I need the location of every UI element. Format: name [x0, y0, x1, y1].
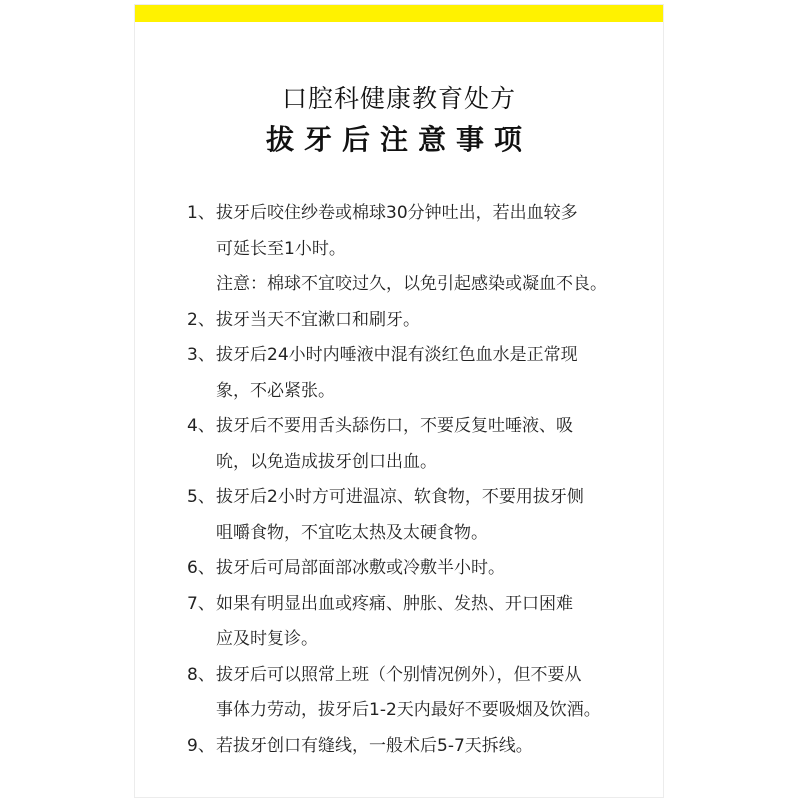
list-item-text: 若拔牙创口有缝线，一般术后5-7天拆线。 [216, 735, 533, 756]
list-item-number: 9、 [187, 735, 215, 756]
list-item-number: 6、 [187, 558, 215, 578]
list-item-text: 拔牙后可以照常上班（个别情况例外），但不要从 [216, 664, 582, 685]
list-item-text: 应及时复诊。 [216, 629, 318, 649]
list-item-text: 如果有明显出血或疼痛、肿胀、发热、开口困难 [216, 593, 573, 614]
list-item-text: 吮，以免造成拔牙创口出血。 [216, 451, 437, 472]
list-item-number: 5、 [187, 487, 215, 507]
list-item-number: 7、 [187, 593, 215, 614]
page-title: 口腔科健康教育处方 [281, 84, 516, 113]
instruction-list [187, 196, 647, 764]
list-item-line [187, 338, 647, 374]
list-item-text: 象，不必紧张。 [216, 380, 335, 401]
list-item-text: 拔牙后24小时内唾液中混有淡红色血水是正常现 [216, 345, 578, 365]
list-item-line [187, 267, 647, 303]
list-item-line [187, 693, 647, 729]
list-item-text: 拔牙当天不宜漱口和刷牙。 [216, 309, 420, 330]
list-item-line [187, 587, 647, 623]
list-item-text: 可延长至1小时。 [216, 238, 346, 259]
list-item-number: 4、 [187, 416, 215, 436]
list-item-line [187, 303, 647, 339]
list-item-line [187, 729, 647, 765]
list-item-text: 注意：棉球不宜咬过久，以免引起感染或凝血不良。 [216, 274, 607, 294]
list-item-number: 8、 [187, 664, 215, 685]
prescription-card [134, 4, 664, 798]
list-item-number: 1、 [187, 203, 215, 223]
list-item-line [187, 232, 647, 268]
list-item-line [187, 445, 647, 481]
list-item-text: 咀嚼食物，不宜吃太热及太硬食物。 [216, 522, 488, 543]
list-item-line [187, 374, 647, 410]
list-item-text: 拔牙后不要用舌头舔伤口，不要反复吐唾液、吸 [216, 416, 573, 436]
list-item-line [187, 622, 647, 658]
list-item-line [187, 480, 647, 516]
list-item-text: 拔牙后2小时方可进温凉、软食物，不要用拔牙侧 [216, 487, 584, 507]
list-item-line [187, 551, 647, 587]
list-item-text: 事体力劳动，拔牙后1-2天内最好不要吸烟及饮酒。 [216, 700, 601, 720]
list-item-line [187, 196, 647, 232]
list-item-text: 拔牙后咬住纱卷或棉球30分钟吐出，若出血较多 [216, 203, 578, 223]
page-subtitle: 拔牙后注意事项 [265, 123, 532, 156]
list-item-number: 3、 [187, 345, 215, 365]
list-item-text: 拔牙后可局部面部冰敷或冷敷半小时。 [216, 558, 505, 578]
list-item-line [187, 409, 647, 445]
list-item-line [187, 658, 647, 694]
list-item-number: 2、 [187, 309, 215, 330]
yellow-header-bar [135, 5, 663, 22]
list-item-line [187, 516, 647, 552]
